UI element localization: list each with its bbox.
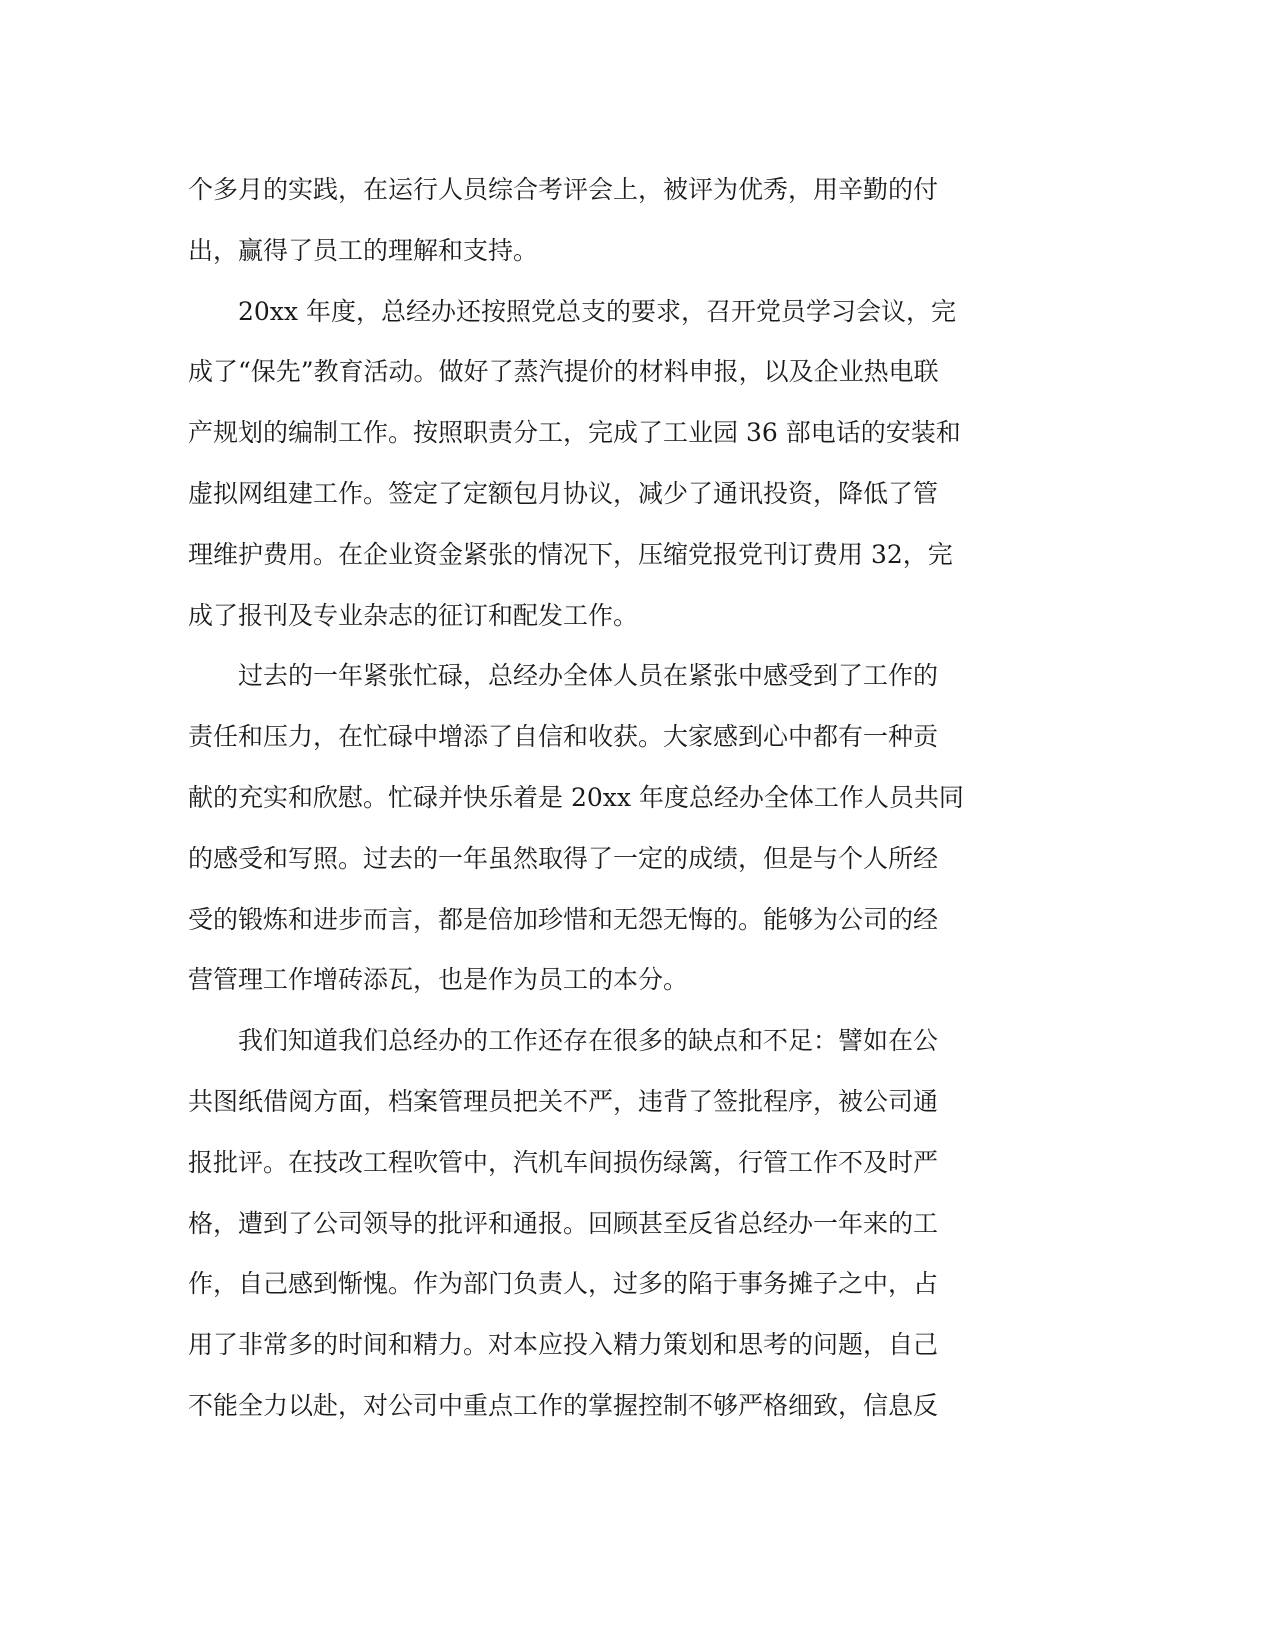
body-text bbox=[188, 160, 1068, 1437]
text-line: 不能全力以赴，对公司中重点工作的掌握控制不够严格细致，信息反 bbox=[188, 1390, 939, 1420]
text-line: 营管理工作增砖添瓦，也是作为员工的本分。 bbox=[188, 965, 689, 995]
text-line: 出，赢得了员工的理解和支持。 bbox=[188, 235, 539, 265]
text-line: 理维护费用。在企业资金紧张的情况下，压缩党报党刊订费用 32，完 bbox=[188, 539, 953, 569]
text-line: 过去的一年紧张忙碌，总经办全体人员在紧张中感受到了工作的 bbox=[188, 661, 939, 691]
text-line: 的感受和写照。过去的一年虽然取得了一定的成绩，但是与个人所经 bbox=[188, 843, 939, 873]
text-line: 作，自己感到惭愧。作为部门负责人，过多的陷于事务摊子之中，占 bbox=[188, 1269, 939, 1299]
text-line: 报批评。在技改工程吹管中，汽机车间损伤绿篱，行管工作不及时严 bbox=[188, 1147, 939, 1177]
text-line: 献的充实和欣慰。忙碌并快乐着是 20xx 年度总经办全体工作人员共同 bbox=[188, 782, 964, 812]
text-line: 我们知道我们总经办的工作还存在很多的缺点和不足：譬如在公 bbox=[188, 1026, 939, 1056]
text-line: 责任和压力，在忙碌中增添了自信和收获。大家感到心中都有一种贡 bbox=[188, 722, 939, 752]
text-line: 共图纸借阅方面，档案管理员把关不严，违背了签批程序，被公司通 bbox=[188, 1086, 939, 1116]
text-line: 20xx 年度，总经办还按照党总支的要求，召开党员学习会议，完 bbox=[188, 296, 956, 326]
text-line: 成了“保先”教育活动。做好了蒸汽提价的材料申报，以及企业热电联 bbox=[188, 357, 939, 387]
text-line: 个多月的实践，在运行人员综合考评会上，被评为优秀，用辛勤的付 bbox=[188, 175, 939, 204]
text-line: 虚拟网组建工作。签定了定额包月协议，减少了通讯投资，降低了管 bbox=[188, 478, 939, 508]
text-line: 用了非常多的时间和精力。对本应投入精力策划和思考的问题，自己 bbox=[188, 1330, 939, 1360]
text-line: 受的锻炼和进步而言，都是倍加珍惜和无怨无悔的。能够为公司的经 bbox=[188, 904, 939, 934]
text-line: 格，遭到了公司领导的批评和通报。回顾甚至反省总经办一年来的工 bbox=[188, 1208, 939, 1238]
text-line: 产规划的编制工作。按照职责分工，完成了工业园 36 部电话的安装和 bbox=[188, 418, 961, 448]
text-line: 成了报刊及专业杂志的征订和配发工作。 bbox=[188, 600, 639, 630]
